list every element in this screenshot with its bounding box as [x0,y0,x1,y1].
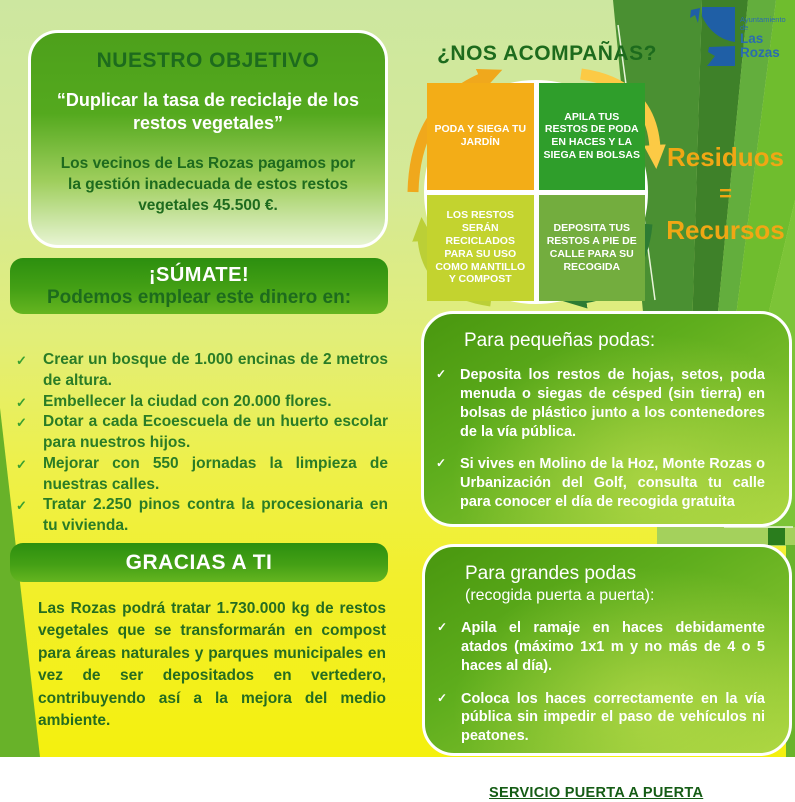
list-item-text: Embellecer la ciudad con 20.000 flores. [43,392,332,410]
list-item [16,350,388,392]
quadrant-restos-reciclados: LOS RESTOS SERÁN RECICLADOS PARA SU USO COMO MANTILLO Y COMPOST [427,195,534,302]
gracias-body: Las Rozas podrá tratar 1.730.000 kg de restos vegetales que se transformarán en compost para áreas naturales y parques municipales en vez de ser depositados en vertedero, contribuyendo así a la mejora del medio ambiente. [38,600,386,730]
quadrant-deposita-restos: DEPOSITA TUS RESTOS A PIE DE CALLE PARA SU RECOGIDA [539,195,646,302]
card-item-text: Solicita la recogida en el siguiente enlace: [461,761,752,778]
card-item [437,760,765,779]
list-item-text: Mejorar con 550 jornadas la limpieza de nuestras calles. [43,454,388,493]
check-icon: ✓ [437,620,448,634]
quadrant-poda-siega: PODA Y SIEGA TU JARDÍN [427,83,534,190]
objective-quote: “Duplicar la tasa de reciclaje de los restos vegetales” [56,90,360,134]
slogan-equals: = [719,181,732,206]
small-podas-title: Para pequeñas podas: [464,330,656,351]
large-podas-title: Para grandes podas [465,563,637,584]
sumate-subtitle: Podemos emplear este dinero en: [46,286,352,308]
door-to-door-link[interactable]: SERVICIO PUERTA A PUERTA [489,784,704,801]
check-icon: ✓ [16,415,27,431]
card-item-text: Si vives en Molino de la Hoz, Monte Rozas o Urbanización del Golf, consulta tu calle para conocer el día de recogida gratuita [460,456,765,511]
check-icon: ✓ [16,498,27,514]
cycle-diagram [424,80,648,304]
check-icon: ✓ [437,690,448,705]
logo-line2: Las Rozas [740,30,780,60]
large-podas-subtitle: (recogida puerta a puerta): [465,587,655,604]
card-item [437,619,765,676]
objective-title: NUESTRO OBJETIVO [96,49,320,72]
logo-line1: Ayuntamiento de [740,14,786,32]
list-item-text: Crear un bosque de 1.000 encinas de 2 metros de altura. [43,351,388,389]
list-item [16,454,388,496]
list-item [16,392,388,413]
card-item-text: Coloca los haces correctamente en la vía pública sin impedir el paso de vehículos ni peatones. [461,690,765,745]
card-item [436,366,765,441]
town-hall-logo [687,6,795,66]
accompany-heading: ¿NOS ACOMPAÑAS? [437,42,657,65]
objective-card [28,30,388,248]
check-icon: ✓ [16,394,27,410]
gracias-title: GRACIAS A TI [125,550,273,574]
list-item [16,495,388,537]
list-item-text: Dotar a cada Ecoescuela de un huerto escolar para nuestros hijos. [43,413,388,452]
logo-text [740,16,795,66]
card-item-text: Deposita los restos de hojas, setos, poda menuda o siegas de césped (sin tierra) en bolsas de plástico junto a los contenedores de la vía pública. [460,367,765,440]
objective-body: Los vecinos de Las Rozas pagamos por la gestión inadecuada de estos restos vegetales 45.500 €. [60,154,356,214]
card-item-text: Apila el ramaje en haces debidamente atados (máximo 1x1 m y no más de 4 o 5 haces al día). [461,620,765,674]
gracias-banner [10,543,388,582]
sumate-banner [10,258,388,314]
slogan-line3: Recursos [666,215,785,245]
check-icon: ✓ [436,367,447,381]
card-item [437,690,765,747]
check-icon: ✓ [16,353,27,368]
small-podas-card [421,311,792,527]
card-item [436,455,765,512]
slogan-line1: Residuos [666,142,785,172]
list-item [16,412,388,454]
slogan [656,142,795,246]
sumate-title: ¡SÚMATE! [148,263,250,286]
check-icon: ✓ [16,456,27,472]
check-icon: ✓ [437,761,448,776]
quadrant-apila-restos: APILA TUS RESTOS DE PODA EN HACES Y LA SIEGA EN BOLSAS [539,83,646,190]
large-podas-card [422,544,792,801]
check-icon: ✓ [436,456,447,471]
benefits-list [16,350,388,537]
list-item-text: Tratar 2.250 pinos contra la procesionaria en tu vivienda. [43,496,388,535]
